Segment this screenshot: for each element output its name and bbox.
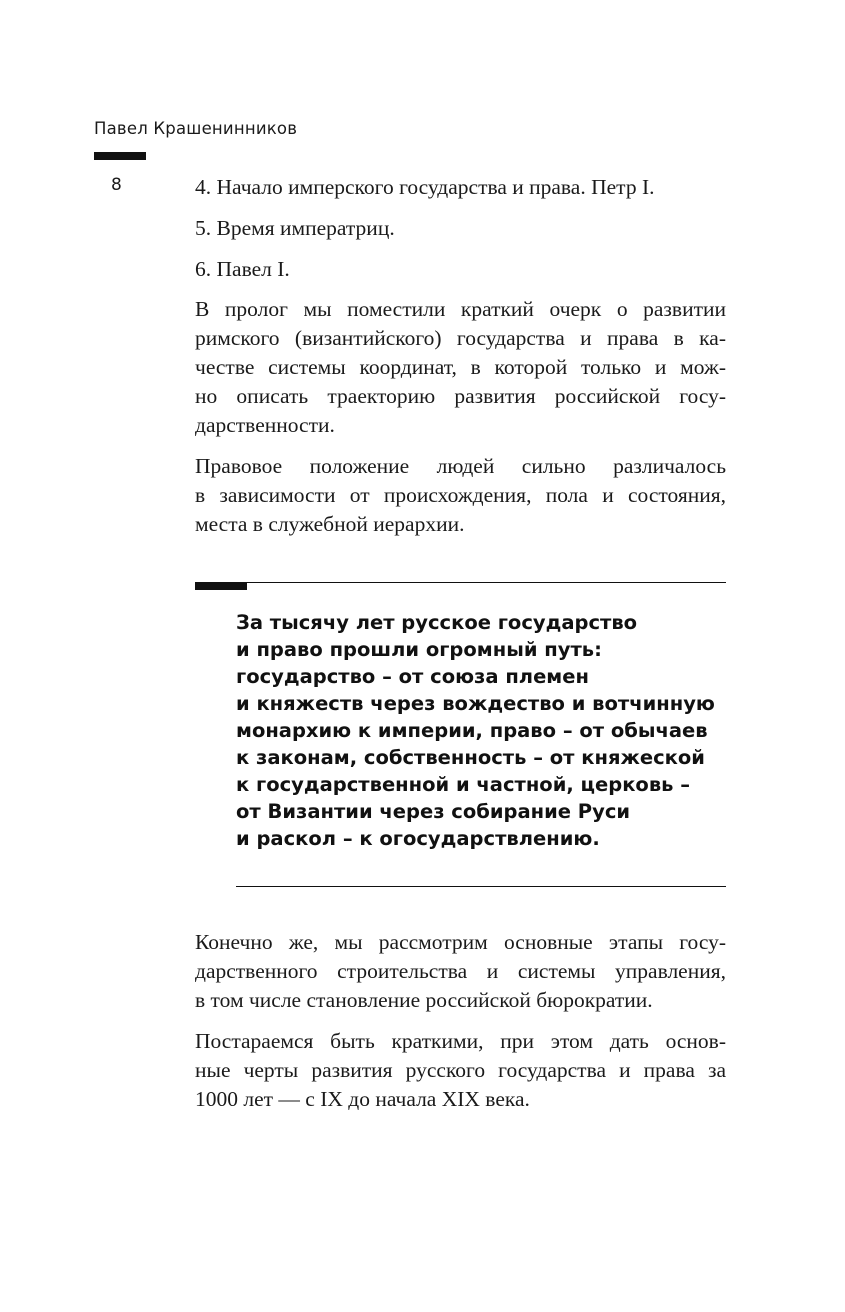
list-item: 6. Павел I. (195, 257, 290, 281)
paragraph-line: римского (византийского) государства и права в ка- (195, 326, 726, 350)
paragraph-line: честве системы координат, в которой только и мож- (195, 355, 726, 379)
quote-line: и княжеств через вождество и вотчинную (236, 692, 715, 715)
paragraph-line: дарственного строительства и системы управления, (195, 959, 726, 983)
running-head-author: Павел Крашенинников (94, 119, 298, 138)
list-item: 4. Начало имперского государства и права. Петр I. (195, 175, 655, 199)
list-item: 5. Время императриц. (195, 216, 395, 240)
quote-line: от Византии через собирание Руси (236, 800, 631, 823)
quote-top-rule (195, 582, 726, 583)
paragraph-line: в зависимости от происхождения, пола и состояния, (195, 483, 726, 507)
quote-line: и раскол – к огосударствлению. (236, 827, 600, 850)
quote-bottom-rule (236, 886, 726, 887)
paragraph-line: Правовое положение людей сильно различалось (195, 454, 726, 478)
quote-line: к государственной и частной, церковь – (236, 773, 691, 796)
quote-line: монархию к империи, право – от обычаев (236, 719, 708, 742)
page-number: 8 (111, 175, 122, 195)
paragraph-line: ные черты развития русского государства и права за (195, 1058, 726, 1082)
paragraph-line: дарственности. (195, 413, 335, 437)
quote-line: к законам, собственность – от княжеской (236, 746, 705, 769)
quote-line: За тысячу лет русское государство (236, 611, 638, 634)
quote-accent-bar (195, 582, 247, 590)
paragraph-line: 1000 лет — с IX до начала XIX века. (195, 1087, 530, 1111)
paragraph-line: Конечно же, мы рассмотрим основные этапы госу- (195, 930, 726, 954)
quote-line: государство – от союза племен (236, 665, 589, 688)
paragraph-line: В пролог мы поместили краткий очерк о развитии (195, 297, 726, 321)
header-rule-bar (94, 152, 146, 160)
paragraph-line: Постараемся быть краткими, при этом дать основ- (195, 1029, 726, 1053)
paragraph-line: в том числе становление российской бюрократии. (195, 988, 653, 1012)
quote-line: и право прошли огромный путь: (236, 638, 602, 661)
paragraph-line: но описать траекторию развития российской госу- (195, 384, 726, 408)
paragraph-line: места в служебной иерархии. (195, 512, 465, 536)
